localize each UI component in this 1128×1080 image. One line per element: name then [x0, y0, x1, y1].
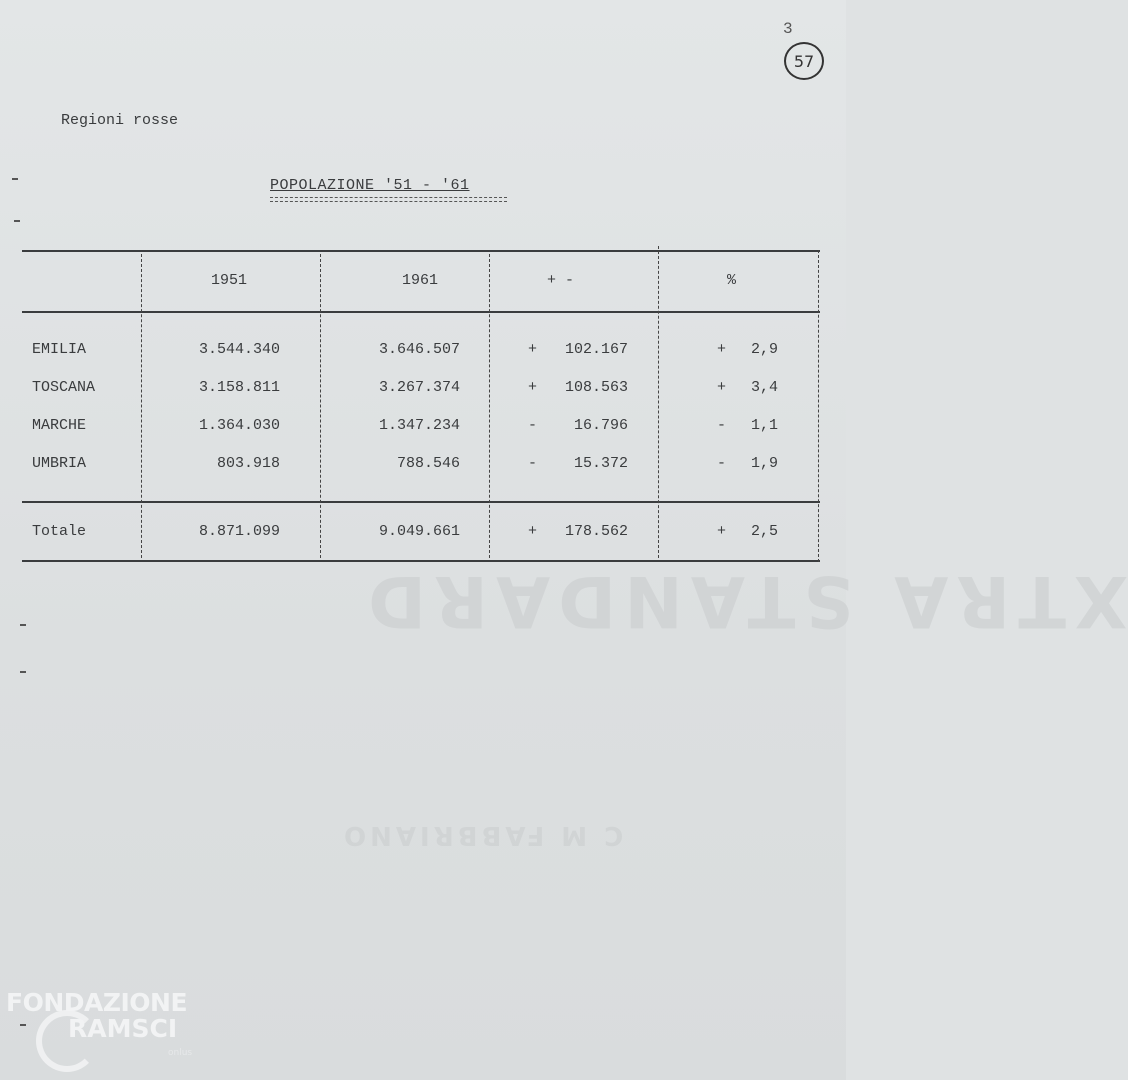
population-table: [22, 250, 820, 562]
folio-circled-number: 57: [784, 42, 824, 80]
col-divider: [489, 254, 490, 558]
header-pct: %: [727, 272, 737, 289]
total-1951: 8.871.099: [198, 523, 280, 540]
diff-sign: -: [528, 455, 538, 472]
region-name: EMILIA: [32, 341, 87, 358]
pct-sign: +: [717, 341, 727, 358]
margin-mark: [20, 671, 26, 673]
show-through-text-2: C M FABBRIANO: [340, 820, 624, 850]
margin-mark: [20, 624, 26, 626]
value-1961: 3.267.374: [378, 379, 460, 396]
show-through-text: XTRA STANDARD: [360, 560, 1128, 642]
header-1961: 1961: [402, 272, 439, 289]
diff-value: 15.372: [573, 455, 628, 472]
title-double-underline: [270, 197, 507, 198]
table-rule-top: [22, 250, 820, 252]
value-1951: 3.158.811: [198, 379, 280, 396]
col-divider: [818, 250, 819, 562]
pct-sign: -: [717, 417, 727, 434]
pct-value: 3,4: [750, 379, 778, 396]
value-1951: 1.364.030: [198, 417, 280, 434]
col-divider: [141, 254, 142, 558]
pct-value: 1,1: [750, 417, 778, 434]
header-1951: 1951: [211, 272, 248, 289]
col-divider: [320, 254, 321, 558]
total-diff-sign: +: [528, 523, 538, 540]
diff-sign: +: [528, 341, 538, 358]
title-double-underline-2: [270, 201, 507, 202]
pct-value: 2,9: [750, 341, 778, 358]
total-pct-sign: +: [717, 523, 727, 540]
pct-value: 1,9: [750, 455, 778, 472]
total-label: Totale: [32, 523, 87, 540]
logo-line-3: onlus: [168, 1048, 193, 1058]
value-1961: 3.646.507: [378, 341, 460, 358]
region-name: MARCHE: [32, 417, 87, 434]
table-rule-bottom: [22, 560, 820, 562]
region-name: UMBRIA: [32, 455, 87, 472]
pct-sign: +: [717, 379, 727, 396]
regions-label: Regioni rosse: [61, 112, 179, 129]
margin-mark: [14, 220, 20, 222]
value-1961: 788.546: [396, 455, 460, 472]
margin-mark: [12, 178, 18, 180]
value-1961: 1.347.234: [378, 417, 460, 434]
value-1951: 803.918: [216, 455, 280, 472]
total-diff: 178.562: [564, 523, 628, 540]
logo-line-2: RAMSCI: [68, 1014, 178, 1043]
col-divider: [658, 246, 659, 558]
diff-value: 108.563: [564, 379, 628, 396]
region-name: TOSCANA: [32, 379, 96, 396]
pct-sign: -: [717, 455, 727, 472]
diff-value: 16.796: [573, 417, 628, 434]
header-diff: + -: [547, 272, 575, 289]
diff-sign: -: [528, 417, 538, 434]
total-pct: 2,5: [750, 523, 778, 540]
diff-sign: +: [528, 379, 538, 396]
document-title: POPOLAZIONE '51 - '61: [270, 177, 470, 194]
total-1961: 9.049.661: [378, 523, 460, 540]
logo-line-1: FONDAZIONE: [6, 988, 188, 1017]
value-1951: 3.544.340: [198, 341, 280, 358]
fondazione-gramsci-logo: [6, 988, 221, 1078]
diff-value: 102.167: [564, 341, 628, 358]
folio-number: 3: [783, 20, 793, 38]
